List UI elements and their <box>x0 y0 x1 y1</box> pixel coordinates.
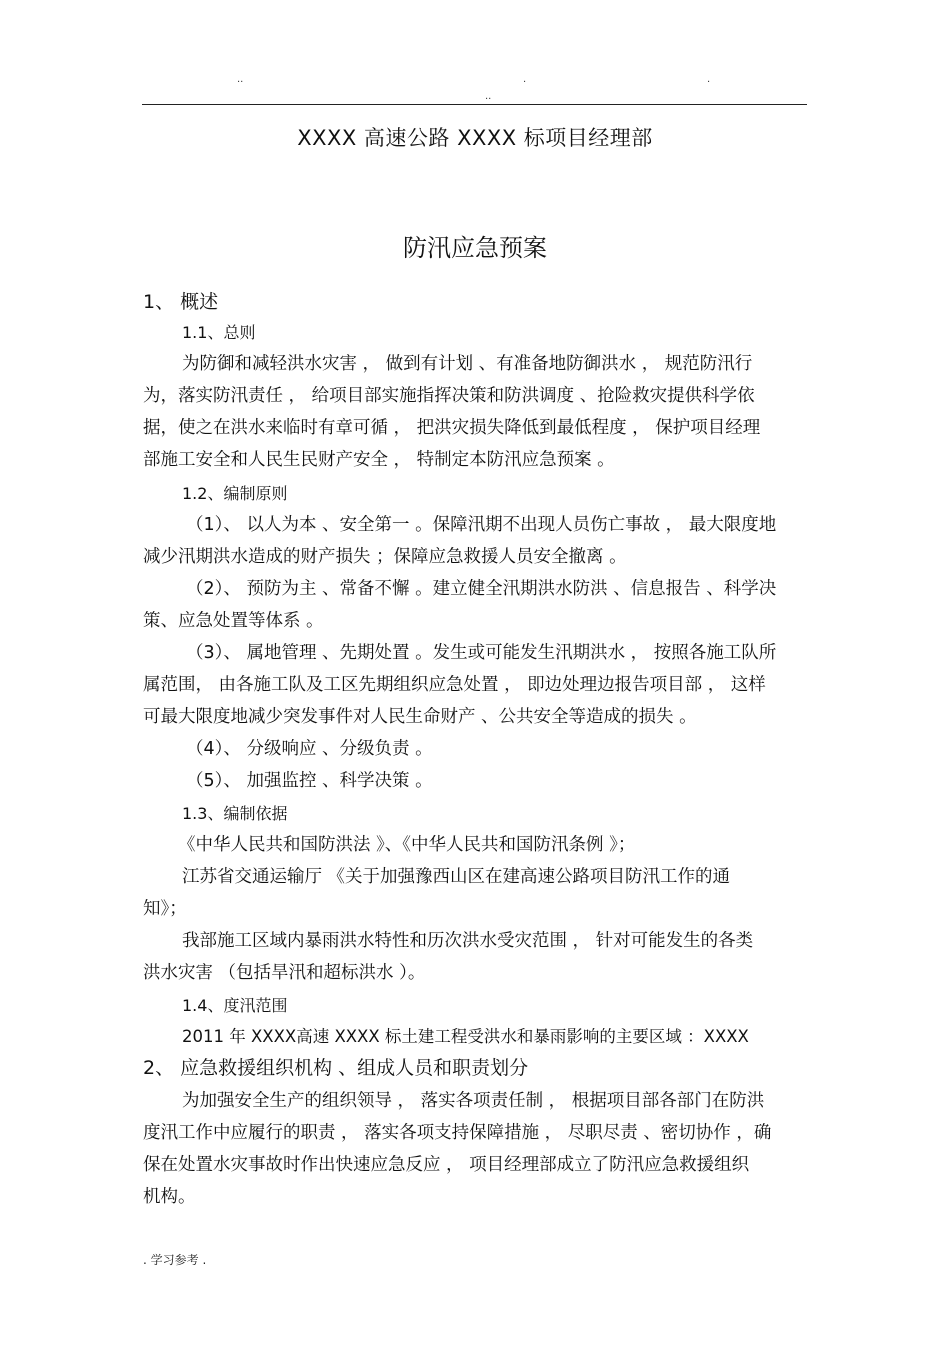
body-line: （2）、 预防为主 、常备不懈 。建立健全汛期洪水防洪 、信息报告 、科学决 <box>186 579 777 599</box>
header-mark: .. <box>485 91 492 102</box>
body-line: （3）、 属地管理 、先期处置 。发生或可能发生汛期洪水 ， 按照各施工队所 <box>186 643 777 663</box>
body-line: 我部施工区域内暴雨洪水特性和历次洪水受灾范围 ， 针对可能发生的各类 <box>182 931 754 951</box>
subsection-heading: 1.1、总则 <box>182 323 256 342</box>
body-line: 2011 年 XXXX高速 XXXX 标土建工程受洪水和暴雨影响的主要区域 ：XXXX <box>182 1027 749 1046</box>
body-line: 《中华人民共和国防洪法 》、《中华人民共和国防汛条例 》； <box>178 835 636 855</box>
body-line: 据，使之在洪水来临时有章可循 ， 把洪灾损失降低到最低程度 ， 保护项目经理 <box>143 418 761 438</box>
body-line: 为防御和减轻洪水灾害 ， 做到有计划 、有准备地防御洪水 ， 规范防汛行 <box>182 354 753 374</box>
subsection-heading: 1.3、编制依据 <box>182 804 288 823</box>
body-line: 减少汛期洪水造成的财产损失 ；保障应急救援人员安全撤离 。 <box>143 547 627 567</box>
body-line: （1）、 以人为本 、安全第一 。保障汛期不出现人员伤亡事故 ， 最大限度地 <box>186 515 777 535</box>
body-line: （5）、 加强监控 、科学决策 。 <box>186 771 433 791</box>
body-line: 知》； <box>143 899 187 919</box>
body-line: 为，落实防汛责任 ， 给项目部实施指挥决策和防洪调度 、抢险救灾提供科学依 <box>143 386 755 406</box>
header-mark: . <box>707 74 711 85</box>
body-line: 保在处置水灾事故时作出快速应急反应 ， 项目经理部成立了防汛应急救援组织 <box>143 1155 750 1175</box>
header-rule <box>142 104 807 105</box>
body-line: 机构。 <box>143 1187 196 1207</box>
header-mark: .. <box>237 74 244 85</box>
org-title: XXXX 高速公路 XXXX 标项目经理部 <box>297 126 653 150</box>
section-heading: 1、 概述 <box>143 291 219 313</box>
subsection-heading: 1.2、编制原则 <box>182 484 288 503</box>
body-line: 部施工安全和人民生民财产安全 ， 特制定本防汛应急预案 。 <box>143 450 615 470</box>
body-line: 洪水灾害 （包括旱汛和超标洪水 ）。 <box>143 963 426 983</box>
header-mark: . <box>523 74 527 85</box>
body-line: 江苏省交通运输厅 《关于加强豫西山区在建高速公路项目防汛工作的通 <box>182 867 731 887</box>
document-title: 防汛应急预案 <box>403 234 547 262</box>
section-heading: 2、 应急救援组织机构 、组成人员和职责划分 <box>143 1057 529 1079</box>
subsection-heading: 1.4、度汛范围 <box>182 996 288 1015</box>
page-footer: . 学习参考 . <box>143 1253 207 1267</box>
body-line: （4）、 分级响应 、分级负责 。 <box>186 739 433 759</box>
body-line: 策、应急处置等体系 。 <box>143 611 324 631</box>
body-line: 度汛工作中应履行的职责 ， 落实各项支持保障措施 ， 尽职尽责 、密切协作 ，确 <box>143 1123 772 1143</box>
body-line: 可最大限度地减少突发事件对人民生命财产 、公共安全等造成的损失 。 <box>143 707 697 727</box>
body-line: 为加强安全生产的组织领导 ， 落实各项责任制 ， 根据项目部各部门在防洪 <box>182 1091 765 1111</box>
body-line: 属范围， 由各施工队及工区先期组织应急处置 ， 即边处理边报告项目部 ， 这样 <box>143 675 766 695</box>
